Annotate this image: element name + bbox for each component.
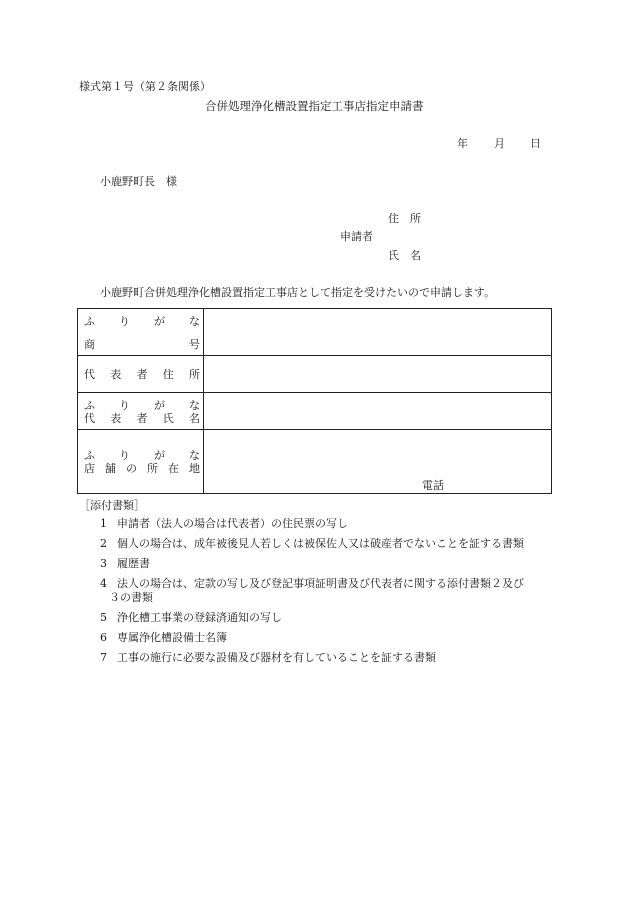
shop-name-label-cell (78, 309, 204, 356)
list-item: 7 工事の施行に必要な設備及び器材を有していることを証する書類 (100, 651, 436, 664)
store-location-label: 店 舗 の 所 在 地 (84, 462, 200, 475)
attachments-list (100, 517, 570, 671)
attachments-heading: ［添付書類］ (79, 499, 145, 512)
shop-name-label: 商 号 (84, 338, 200, 351)
date-month: 月 (494, 137, 505, 150)
rep-name-furigana: ふ り が な (84, 399, 200, 412)
rep-address-label: 代 表 者 住 所 (84, 368, 200, 381)
applicant-name-label: 氏 名 (388, 249, 421, 262)
form-number: 様式第１号（第２条関係） (79, 80, 211, 93)
list-item: 3 履歴書 (100, 557, 150, 570)
application-form-table (77, 308, 552, 494)
date-day: 日 (530, 137, 541, 150)
rep-name-label: 代 表 者 氏 名 (84, 412, 200, 425)
list-item: 5 浄化槽工事業の登録済通知の写し (100, 611, 282, 624)
document-title: 合併処理浄化槽設置指定工事店指定申請書 (205, 99, 424, 113)
applicant-address-label: 住 所 (388, 212, 421, 225)
rep-address-label-cell (78, 356, 204, 393)
store-location-label-cell (78, 430, 204, 494)
list-item: 2 個人の場合は、成年被後見人若しくは被保佐人又は破産者でないことを証する書類 (100, 537, 524, 550)
list-item: 6 専属浄化槽設備士名簿 (100, 631, 227, 644)
date-year: 年 (457, 137, 468, 150)
applicant-label: 申請者 (340, 230, 373, 243)
addressee: 小鹿野町長 様 (100, 175, 177, 188)
store-location-furigana: ふ り が な (84, 449, 200, 462)
list-item: 1 申請者（法人の場合は代表者）の住民票の写し (100, 517, 348, 530)
phone-label: 電話 (422, 479, 444, 492)
rep-name-field[interactable] (204, 393, 552, 430)
application-statement: 小鹿野町合併処理浄化槽設置指定工事店として指定を受けたいので申請します。 (100, 286, 496, 299)
shop-name-furigana: ふ り が な (84, 315, 200, 328)
rep-name-label-cell (78, 393, 204, 430)
store-location-field[interactable] (204, 430, 552, 494)
list-item: 4 法人の場合は、定款の写し及び登記事項証明書及び代表者に関する添付書類２及び ３の書類 (100, 577, 524, 604)
shop-name-field[interactable] (204, 309, 552, 356)
rep-address-field[interactable] (204, 356, 552, 393)
